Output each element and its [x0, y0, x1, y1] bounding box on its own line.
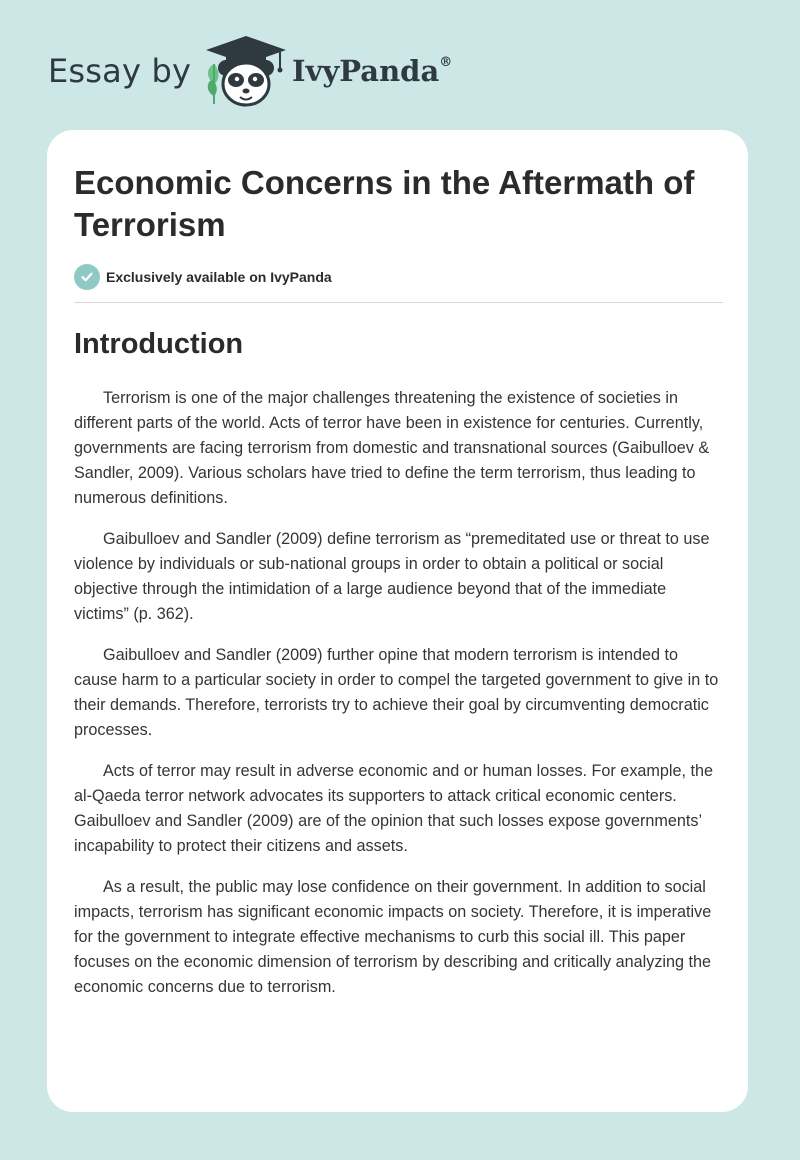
- badge-label: Exclusively available on IvyPanda: [106, 269, 332, 285]
- brand-name: [292, 54, 452, 88]
- exclusive-badge: [74, 264, 332, 290]
- paragraph: Acts of terror may result in adverse economic and or human losses. For example, the al-Qaeda terror network advocates its supporters to attack critical economic centers. Gaibulloev and Sandler (2009) are of the opinion that such losses expose governments’ incapability to protect their citizens and assets.: [74, 762, 713, 855]
- brand-prefix: Essay by: [48, 52, 192, 90]
- check-circle-icon: [74, 264, 100, 290]
- paragraph: Terrorism is one of the major challenges threatening the existence of societies in different parts of the world. Acts of terror have been in existence for centuries. Currently, governments are facing terrorism from domestic and transnational sources (Gaibulloev & Sandler, 2009). Various scholars have tried to define the term terrorism, thus leading to numerous definitions.: [74, 389, 710, 507]
- paragraph: Gaibulloev and Sandler (2009) further opine that modern terrorism is intended to cause harm to a particular society in order to compel the targeted government to give in to their demands. Therefore, terrorists try to achieve their goal by circumventing democratic processes.: [74, 646, 719, 739]
- essay-card: [47, 130, 748, 1112]
- brand-name-text: IvyPanda: [292, 54, 440, 88]
- essay-body: [74, 386, 724, 1016]
- paragraph: As a result, the public may lose confidence on their government. In addition to social impacts, terrorism has significant economic impacts on society. Therefore, it is imperative for the government to integrate effective mechanisms to curb this social ill. This paper focuses on the economic dimension of terrorism by describing and critically analyzing the economic concerns due to terrorism.: [74, 878, 712, 996]
- paragraph: Gaibulloev and Sandler (2009) define terrorism as “premeditated use or threat to use violence by individuals or sub-national groups in order to obtain a political or social objective through the intimidation of a large audience beyond that of the immediate victims” (p. 362).: [74, 530, 710, 623]
- brand-header[interactable]: [48, 34, 468, 110]
- divider: [74, 302, 723, 303]
- panda-graduate-icon: [202, 34, 290, 110]
- trademark-symbol: ®: [439, 55, 453, 71]
- section-heading: Introduction: [74, 328, 244, 360]
- essay-title: Economic Concerns in the Aftermath of Terrorism: [74, 164, 695, 243]
